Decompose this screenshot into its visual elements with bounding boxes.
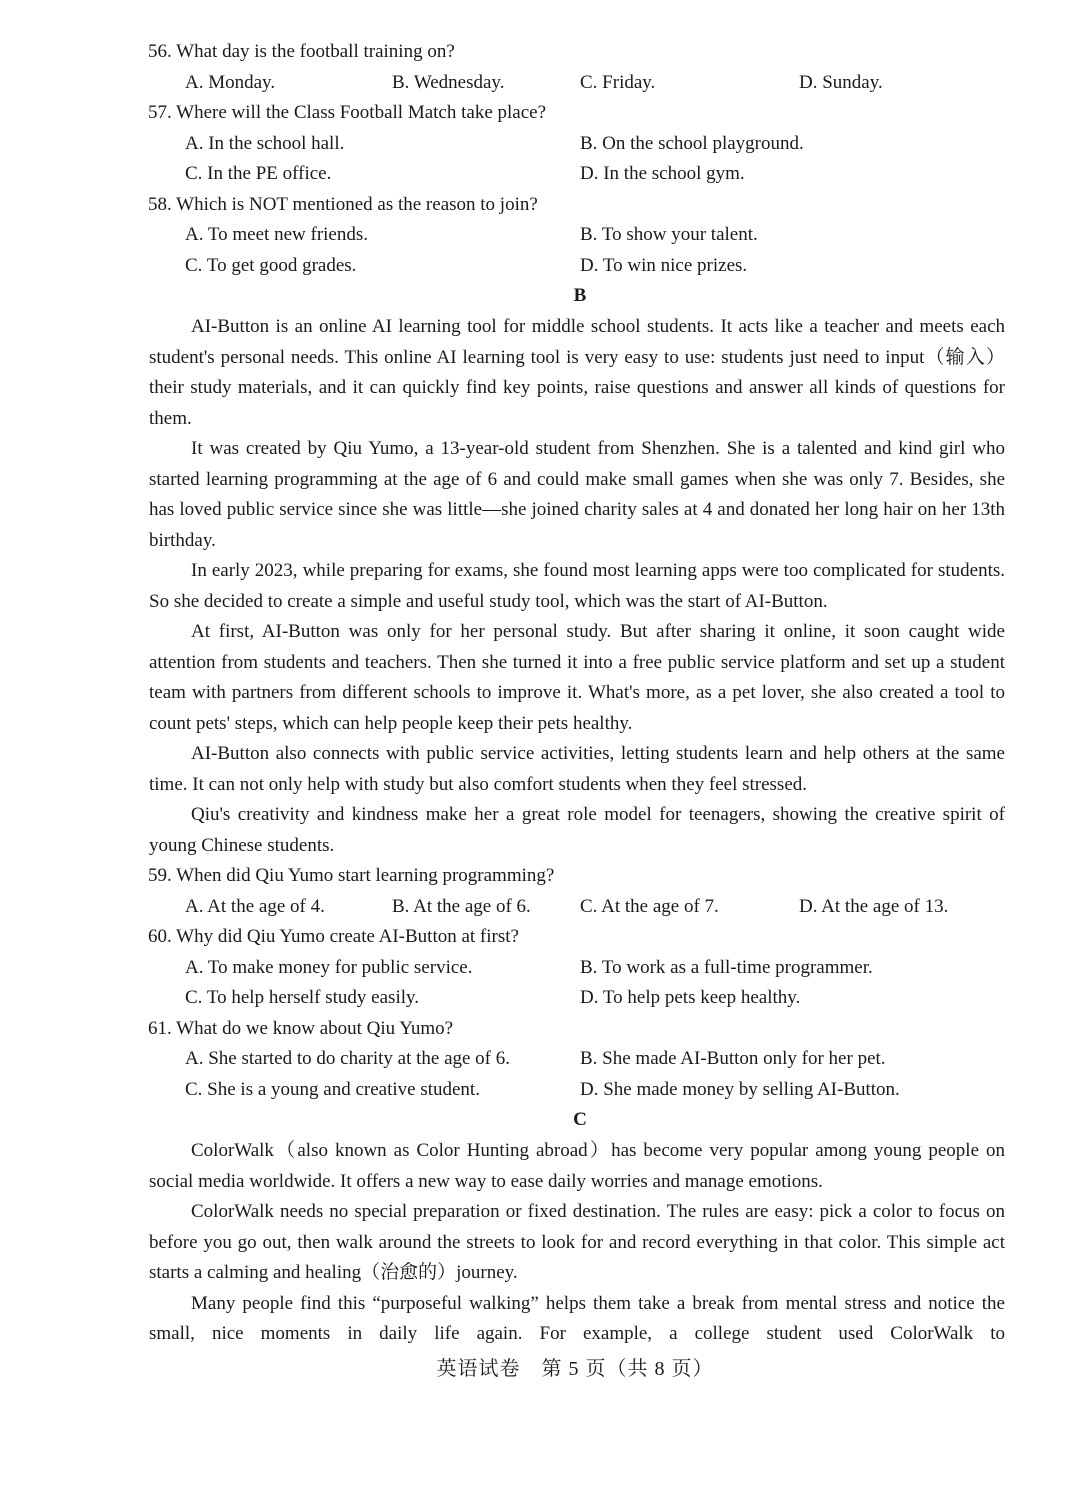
question-text: What do we know about Qiu Yumo? bbox=[176, 1018, 454, 1039]
question-61 bbox=[148, 1017, 453, 1041]
option-60-d: D. To help pets keep healthy. bbox=[580, 987, 801, 1008]
question-text: Why did Qiu Yumo create AI-Button at first? bbox=[176, 926, 519, 947]
passage-c bbox=[149, 1136, 1005, 1350]
passage-c-paragraph-3: Many people find this “purposeful walking” helps them take a break from mental stress and notice the small, nice moments in daily life again. For example, a college student used ColorWalk to bbox=[149, 1292, 1005, 1344]
question-58 bbox=[148, 193, 538, 217]
option-56-b: B. Wednesday. bbox=[392, 72, 505, 93]
section-c-heading: C bbox=[573, 1109, 587, 1130]
option-61-c: C. She is a young and creative student. bbox=[185, 1079, 480, 1100]
question-59 bbox=[148, 864, 554, 888]
passage-b-paragraph-3: In early 2023, while preparing for exams, she found most learning apps were too complicated for students. So she decided to create a simple and useful study tool, which was the start of AI-Button. bbox=[149, 560, 1005, 612]
option-57-c: C. In the PE office. bbox=[185, 163, 332, 184]
option-59-b: B. At the age of 6. bbox=[392, 896, 531, 917]
option-58-b: B. To show your talent. bbox=[580, 224, 758, 245]
option-58-c: C. To get good grades. bbox=[185, 255, 357, 276]
option-56-c: C. Friday. bbox=[580, 72, 656, 93]
question-57 bbox=[148, 101, 546, 125]
passage-b-paragraph-2: It was created by Qiu Yumo, a 13-year-old student from Shenzhen. She is a talented and kind girl who started learning programming at the age of 6 and could make small games when she was only 7. Besides, she has loved public service since she was little—she joined charity sales at 4 and donated her long hair on her 13th birthday. bbox=[149, 438, 1005, 551]
passage-b-paragraph-6: Qiu's creativity and kindness make her a great role model for teenagers, showing the creative spirit of young Chinese students. bbox=[149, 804, 1005, 856]
question-text: What day is the football training on? bbox=[176, 41, 455, 62]
option-60-b: B. To work as a full-time programmer. bbox=[580, 957, 873, 978]
option-56-a: A. Monday. bbox=[185, 72, 276, 93]
option-56-d: D. Sunday. bbox=[799, 72, 883, 93]
passage-b-paragraph-5: AI-Button also connects with public service activities, letting students learn and help others at the same time. It can not only help with study but also comfort students when they feel stressed. bbox=[149, 743, 1005, 795]
section-b-heading: B bbox=[573, 285, 587, 306]
option-57-a: A. In the school hall. bbox=[185, 133, 345, 154]
option-58-d: D. To win nice prizes. bbox=[580, 255, 748, 276]
option-59-d: D. At the age of 13. bbox=[799, 896, 949, 917]
option-59-a: A. At the age of 4. bbox=[185, 896, 325, 917]
option-61-a: A. She started to do charity at the age of 6. bbox=[185, 1048, 511, 1069]
option-57-b: B. On the school playground. bbox=[580, 133, 804, 154]
question-number: 56. bbox=[148, 41, 172, 62]
option-60-a: A. To make money for public service. bbox=[185, 957, 473, 978]
question-number: 61. bbox=[148, 1018, 172, 1039]
question-number: 59. bbox=[148, 865, 172, 886]
question-56 bbox=[148, 40, 455, 64]
option-57-d: D. In the school gym. bbox=[580, 163, 745, 184]
option-61-d: D. She made money by selling AI-Button. bbox=[580, 1079, 900, 1100]
question-60 bbox=[148, 925, 519, 949]
question-text: When did Qiu Yumo start learning programming? bbox=[176, 865, 555, 886]
option-59-c: C. At the age of 7. bbox=[580, 896, 719, 917]
page-footer: 英语试卷 第 5 页（共 8 页） bbox=[436, 1358, 714, 1380]
question-number: 58. bbox=[148, 194, 172, 215]
option-60-c: C. To help herself study easily. bbox=[185, 987, 420, 1008]
option-61-b: B. She made AI-Button only for her pet. bbox=[580, 1048, 886, 1069]
passage-b bbox=[149, 312, 1005, 861]
question-number: 57. bbox=[148, 102, 172, 123]
question-text: Where will the Class Football Match take place? bbox=[176, 102, 547, 123]
option-58-a: A. To meet new friends. bbox=[185, 224, 368, 245]
passage-c-paragraph-1: ColorWalk（also known as Color Hunting abroad）has become very popular among young people on social media worldwide. It offers a new way to ease daily worries and manage emotions. bbox=[149, 1140, 1005, 1192]
passage-b-paragraph-4: At first, AI-Button was only for her personal study. But after sharing it online, it soon caught wide attention from students and teachers. Then she turned it into a free public service platform and set up a student team with partners from different schools to improve it. What's more, as a pet lover, she also created a tool to count pets' steps, which can help people keep their pets healthy. bbox=[149, 621, 1005, 734]
passage-b-paragraph-1: AI-Button is an online AI learning tool for middle school students. It acts like a teacher and meets each student's personal needs. This online AI learning tool is very easy to use: students just need to input（输入）their study materials, and it can quickly find key points, raise questions and answer all kinds of questions for them. bbox=[149, 316, 1005, 429]
question-number: 60. bbox=[148, 926, 172, 947]
question-text: Which is NOT mentioned as the reason to join? bbox=[176, 194, 538, 215]
passage-c-paragraph-2: ColorWalk needs no special preparation or fixed destination. The rules are easy: pick a color to focus on before you go out, then walk around the streets to look for and record everything in that color. This simple act starts a calming and healing（治愈的）journey. bbox=[149, 1201, 1005, 1283]
